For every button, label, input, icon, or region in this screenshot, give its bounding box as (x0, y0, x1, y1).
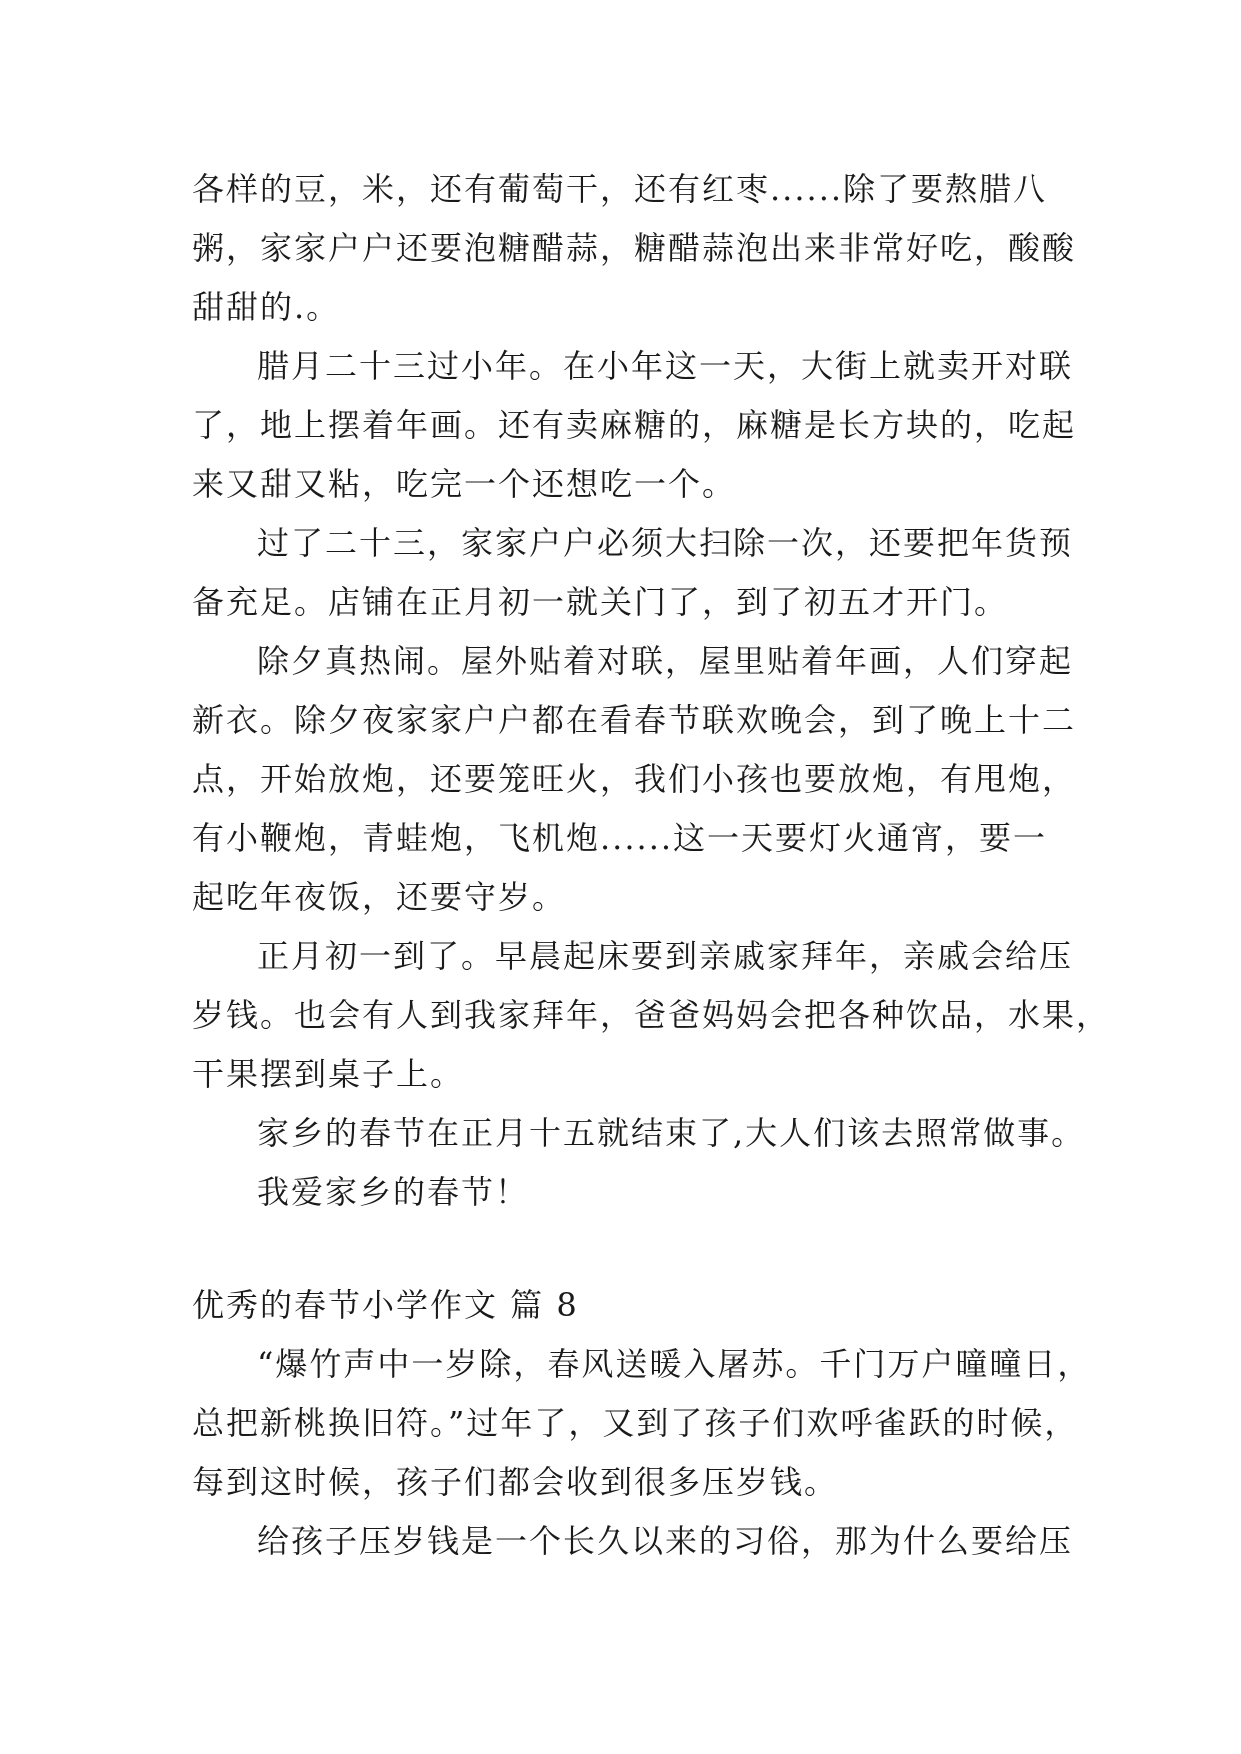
essay-body-part-1 (192, 160, 1111, 1222)
text-line: 除夕真热闹。屋外贴着对联，屋里贴着年画，人们穿起 (257, 642, 1074, 680)
document-page (192, 160, 1111, 1571)
text-line: 过了二十三，家家户户必须大扫除一次，还要把年货预 (257, 524, 1074, 562)
text-line: 甜甜的.。 (192, 288, 341, 326)
text-line: 给孩子压岁钱是一个长久以来的习俗，那为什么要给压 (257, 1522, 1074, 1560)
essay-body-part-2 (192, 1335, 1092, 1571)
text-line: 每到这时候，孩子们都会收到很多压岁钱。 (192, 1463, 839, 1501)
text-line: 有小鞭炮，青蛙炮，飞机炮......这一天要灯火通宵，要一 (192, 819, 1048, 857)
text-line: 正月初一到了。早晨起床要到亲戚家拜年，亲戚会给压 (257, 937, 1074, 975)
text-line: 总把新桃换旧符。”过年了，又到了孩子们欢呼雀跃的时候， (192, 1404, 1079, 1442)
text-line: 我爱家乡的春节！ (257, 1173, 530, 1211)
text-line: 来又甜又粘，吃完一个还想吃一个。 (192, 465, 737, 503)
text-line: 岁钱。也会有人到我家拜年，爸爸妈妈会把各种饮品，水果， (192, 996, 1111, 1034)
section-title: 优秀的春节小学作文 篇 8 (192, 1286, 579, 1324)
section-gap (192, 1222, 1072, 1276)
text-line: 起吃年夜饭，还要守岁。 (192, 878, 567, 916)
text-line: 备充足。店铺在正月初一就关门了，到了初五才开门。 (192, 583, 1009, 621)
text-line: 粥，家家户户还要泡糖醋蒜，糖醋蒜泡出来非常好吃，酸酸 (192, 229, 1077, 267)
text-line: 腊月二十三过小年。在小年这一天，大街上就卖开对联 (257, 347, 1074, 385)
text-line: 干果摆到桌子上。 (192, 1055, 465, 1093)
text-line: 新衣。除夕夜家家户户都在看春节联欢晚会，到了晚上十二 (192, 701, 1077, 739)
text-line: 了，地上摆着年画。还有卖麻糖的，麻糖是长方块的，吃起 (192, 406, 1077, 444)
text-line: 家乡的春节在正月十五就结束了,大人们该去照常做事。 (257, 1114, 1086, 1152)
text-line: 点，开始放炮，还要笼旺火，我们小孩也要放炮，有甩炮， (192, 760, 1077, 798)
text-line: 各样的豆，米，还有葡萄干，还有红枣......除了要熬腊八 (192, 170, 1048, 208)
text-line: “爆竹声中一岁除，春风送暖入屠苏。千门万户曈曈日， (257, 1345, 1092, 1383)
